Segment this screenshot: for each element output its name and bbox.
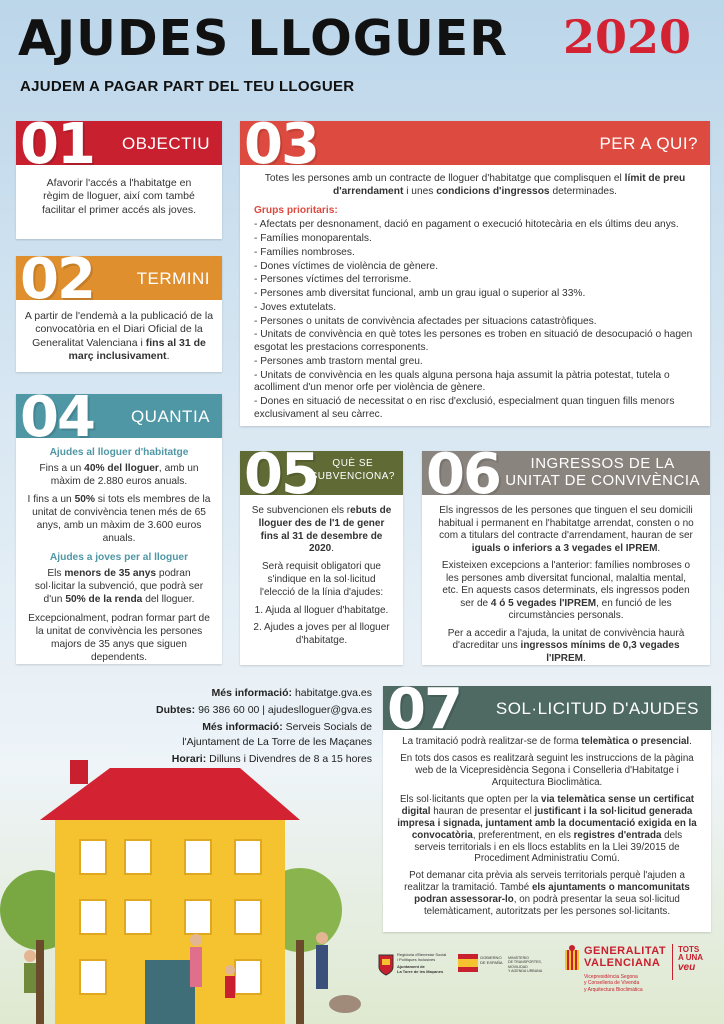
text: Pot demanar cita prèvia als serveis territorials perquè l'ajuden a realitzar la tramitació. També — [404, 870, 685, 894]
info-value: Serveis Socials de l'Ajuntament de La Torre de les Maçanes — [182, 721, 372, 748]
subheading: Ajudes a joves per al lloguer — [49, 552, 189, 564]
section-label: QUANTIA — [130, 407, 210, 426]
label-line: SUBVENCIONA? — [310, 471, 395, 482]
text: . — [331, 543, 335, 555]
website-link[interactable]: habitatge.gva.es — [294, 687, 372, 699]
logo-text: VALENCIANA — [584, 956, 661, 969]
bold-text: via telemàtica sense un certificat digital — [401, 793, 695, 817]
section-objectiu — [16, 121, 222, 239]
bold-text: 40% del lloguer — [84, 463, 159, 475]
spain-flag-icon — [458, 954, 478, 972]
text: , on podrà presentar la seua sol·licitud telemàticament, autoritzats per les persones sol·licitants. — [423, 894, 680, 918]
logo-text: A UNA — [678, 953, 704, 963]
text-end: . — [166, 350, 170, 363]
text: Els ingressos de les persones que tinguen el seu domicili habitual i permanent en l'habitatge arrendat, consten o no com a titulars del contracte d'arrendament, hauran de ser — [438, 505, 694, 541]
logo-text: Vicepresidència Segona — [584, 974, 638, 980]
section-body — [240, 495, 403, 663]
logo-text: DE TRANSPORTES, MOVILIDAD — [508, 960, 542, 969]
page-subtitle: AJUDEM A PAGAR PART DEL TEU LLOGUER — [20, 78, 355, 95]
section-text: Afavorir l'accés a l'habitatge en règim de lloguer, així com també facilitar el primer accés als joves. — [41, 177, 197, 216]
bold-text: 50% de la renda — [65, 594, 143, 606]
section-number: 02 — [20, 256, 94, 300]
text: , preferentment, en els — [472, 829, 571, 841]
priority-group-item: - Persones amb diversitat funcional, amb un grau igual o superior al 33%. — [254, 288, 586, 299]
text: si tots els membres de la unitat de convivència tenen més de 65 anys, amb un màxim de 3.600 euros anuals. — [32, 494, 211, 545]
intro-text: i unes — [406, 185, 434, 197]
phone-email[interactable]: 96 386 60 00 | ajudeslloguer@gva.es — [198, 704, 372, 717]
priority-group-item: - Famílies nombroses. — [254, 246, 355, 258]
priority-group-item: - Dones en situació de necessitat o en risc d'exclusió, especialment quan tinguen fills menors exclusivament al seu càrrec. — [254, 396, 675, 420]
text: podran sol·licitar la subvenció, que podrà ser d'un — [34, 568, 204, 606]
text: I fins a un — [27, 494, 72, 506]
priority-group-item: - Persones víctimes del terrorisme. — [254, 274, 412, 286]
bold-text: justificant i la sol·licitud generada impresa i signada, juntament amb la documentació exigida en la convocatòria — [397, 805, 697, 841]
shield-icon — [378, 954, 394, 976]
section-termini — [16, 256, 222, 372]
logo-text: y Conselleria de Vivenda — [584, 980, 640, 987]
section-number: 03 — [244, 121, 318, 165]
section-body — [240, 165, 710, 431]
section-quantia — [16, 394, 222, 664]
text: Se subvencionen els r — [251, 505, 351, 516]
generalitat-logo — [564, 942, 718, 1014]
text: del lloguer. — [145, 594, 195, 606]
section-header — [16, 394, 222, 438]
text: Els sol·licitants que opten per la — [399, 793, 539, 805]
logo-text: Regidoria d'Benestar Social — [397, 952, 447, 957]
priority-group-item: - Persones o unitats de convivència afectades per situacions catastròfiques. — [254, 315, 597, 327]
logo-text: GENERALITAT — [584, 945, 667, 957]
section-label — [505, 455, 700, 490]
text: Els — [47, 568, 62, 580]
text: En tots dos casos es realitzarà seguint les instruccions de la pàgina web de la Vicepresidència Segona i Conselleria d'Habitatge i Arquitectura Bioclimàtica. — [400, 752, 694, 788]
priority-group-item: - Persones amb trastorn mental greu. — [254, 355, 423, 367]
section-header — [422, 451, 710, 495]
subheading: Ajudes al lloguer d'habitatge — [49, 447, 189, 458]
bold-text: 50% — [74, 494, 95, 506]
section-que-se-subvenciona — [240, 451, 403, 665]
info-label: Més informació: — [202, 721, 283, 734]
intro-bold: límit de preu d'arrendament — [332, 173, 686, 197]
section-sollicitud — [383, 686, 711, 932]
section-body — [383, 730, 711, 929]
option-text: 1. Ajuda al lloguer d'habitatge. — [254, 604, 389, 616]
info-label: Dubtes: — [156, 704, 196, 717]
priority-group-item: - Famílies monoparentals. — [254, 233, 372, 244]
section-number: 04 — [20, 394, 94, 438]
text: . — [583, 652, 586, 664]
priority-groups-list — [254, 219, 696, 421]
section-number: 07 — [387, 686, 461, 730]
section-body — [16, 165, 222, 234]
logos-bar — [378, 942, 718, 1014]
logo-text: GOBIERNO — [480, 955, 502, 960]
logo-text: Ajuntament de — [397, 964, 425, 969]
text: Existeixen excepcions a l'anterior: famílies nombroses o les persones amb diversitat funcional, malaltia mental, etc. En aquests casos determinats, els ingressos poden ser de — [441, 560, 691, 609]
text: La tramitació podrà realitzar-se de forma — [402, 736, 579, 747]
section-per-a-qui — [240, 121, 710, 426]
text: Fins a un — [39, 463, 82, 475]
year-label: 2020 — [563, 10, 692, 64]
bold-text: telemàtica o presencial — [581, 736, 690, 747]
bold-text: ebuts de lloguer des de l'1 de gener fins al 31 de desembre de 2020 — [258, 505, 392, 555]
info-label: Horari: — [171, 752, 207, 765]
section-number: 06 — [426, 451, 500, 495]
bold-text: menors de 35 anys — [64, 568, 157, 580]
logo-text: Y AGENDA URBANA — [508, 968, 543, 973]
logo-text: y Arquitectura Bioclimàtica — [584, 986, 643, 993]
bold-text: ingressos mínims de 0,3 vegades l'IPREM — [520, 640, 680, 664]
logo-text: i Polítiques Inclusives — [397, 957, 436, 962]
text: . — [657, 542, 661, 554]
generalitat-emblem-icon — [564, 944, 580, 972]
priority-group-item: - Afectats per desnonament, dació en pagament o execució hitotecària en els últims deu anys. — [254, 219, 679, 231]
info-value: Dilluns i Divendres de 8 a 15 hores — [209, 752, 372, 765]
label-line: QUÈ SE — [332, 458, 374, 469]
section-label: TERMINI — [136, 269, 210, 288]
intro-text: determinades. — [552, 185, 618, 197]
section-label: PER A QUI? — [599, 134, 698, 153]
intro-text: Totes les persones amb un contracte de lloguer d'habitatge que complisquen el — [264, 173, 622, 184]
bold-text: iguals o inferiors a 3 vegades el IPREM — [471, 542, 658, 554]
bold-text: 4 ó 5 vegades l'IPREM — [490, 597, 597, 609]
section-number: 01 — [20, 121, 94, 165]
logo-text: TOTS — [678, 945, 700, 954]
priority-group-item: - Unitats de convivència en les quals alguna persona haja assumit la pàtria potestat, tutela o acolliment d'un menor orfe per violència de gènere. — [254, 369, 670, 394]
text: Serà requisit obligatori que s'indique en la sol·licitud l'elecció de la línia d'ajudes: — [259, 561, 384, 598]
section-body — [16, 300, 222, 379]
section-header — [240, 451, 403, 495]
section-ingressos — [422, 451, 710, 665]
text: , en funció de les circumstàncies personals. — [508, 597, 672, 621]
intro-bold: condicions d'ingressos — [436, 185, 550, 197]
label-line: UNITAT DE CONVIVÈNCIA — [505, 472, 700, 490]
priority-group-item: - Joves extutelats. — [254, 301, 337, 313]
label-line: INGRESSOS DE LA — [530, 455, 675, 472]
text: dels serveis territorials i en els llocs establits en la Llei 39/2015 de Procediment Administratiu Comú. — [414, 829, 683, 865]
section-header — [16, 256, 222, 300]
section-label: SOL·LICITUD D'AJUDES — [495, 699, 699, 718]
option-text: 2. Ajudes a joves per al lloguer d'habitatge. — [253, 622, 390, 647]
logo-text: MINISTERIO — [508, 956, 529, 960]
priority-groups-title: Grups prioritaris: — [254, 204, 338, 216]
bold-text: els ajuntaments o mancomunitats podran assessorar-lo — [414, 882, 690, 906]
priority-group-item: - Dones víctimes de violència de gènere. — [254, 260, 439, 272]
section-label — [311, 457, 395, 483]
text: Per a accedir a l'ajuda, la unitat de convivència haurà d'acreditar uns — [447, 627, 685, 651]
section-text: A partir de l'endemà a la publicació de la convocatòria en el Diari Oficial de la Generalitat Valenciana i — [24, 310, 214, 349]
priority-group-item: - Unitats de convivència en què totes les persones es troben en situació de desocupació o hagen esgotat les prestacions corresponents. — [254, 329, 693, 353]
section-body — [422, 495, 710, 680]
section-header — [383, 686, 711, 730]
text: . — [689, 736, 692, 747]
text: hauran de presentar el — [433, 805, 532, 817]
text: , amb un màxim de 2.880 euros anuals. — [50, 463, 199, 488]
contact-info — [150, 686, 372, 769]
deadline-text: fins al 31 de març inclusivament — [68, 336, 206, 363]
info-label: Més informació: — [211, 687, 293, 699]
text: Excepcionalment, podran formar part de la unitat de convivència les persones majors de 35 anys que siguen dependents. — [28, 612, 210, 663]
house-illustration — [0, 760, 380, 1024]
bold-text: registres d'entrada — [573, 829, 662, 841]
section-header — [16, 121, 222, 165]
door-icon — [145, 960, 195, 1024]
section-body — [16, 438, 222, 677]
page-title: AJUDES LLOGUER — [18, 10, 509, 67]
logo-text: DE ESPAÑA — [480, 959, 503, 965]
logo-text: veu — [678, 961, 696, 973]
section-label: OBJECTIU — [121, 134, 210, 153]
section-number: 05 — [244, 451, 318, 495]
logo-text: La Torre de les Maçanes — [397, 969, 444, 974]
section-header — [240, 121, 710, 165]
